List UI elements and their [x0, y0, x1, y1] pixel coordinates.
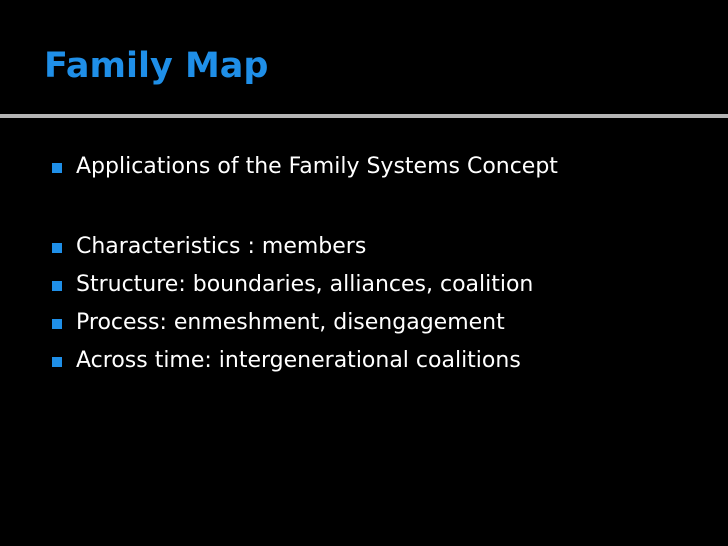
bullet-text: Applications of the Family Systems Concept: [76, 154, 558, 179]
bullet-item: [52, 266, 558, 304]
title-band: [0, 0, 728, 114]
slide-title: Family Map: [44, 46, 269, 86]
square-bullet-icon: [52, 243, 62, 253]
bullet-item: [52, 304, 558, 342]
bullet-text: Structure: boundaries, alliances, coalition: [76, 272, 534, 297]
bullet-list: [52, 148, 558, 380]
bullet-item: [52, 148, 558, 186]
bullet-text: Process: enmeshment, disengagement: [76, 310, 505, 335]
square-bullet-icon: [52, 319, 62, 329]
square-bullet-icon: [52, 357, 62, 367]
bullet-item: [52, 228, 558, 266]
bullet-text: Across time: intergenerational coalitions: [76, 348, 521, 373]
square-bullet-icon: [52, 163, 62, 173]
bullet-item: [52, 342, 558, 380]
title-divider: [0, 114, 728, 118]
bullet-text: Characteristics : members: [76, 234, 367, 259]
square-bullet-icon: [52, 281, 62, 291]
